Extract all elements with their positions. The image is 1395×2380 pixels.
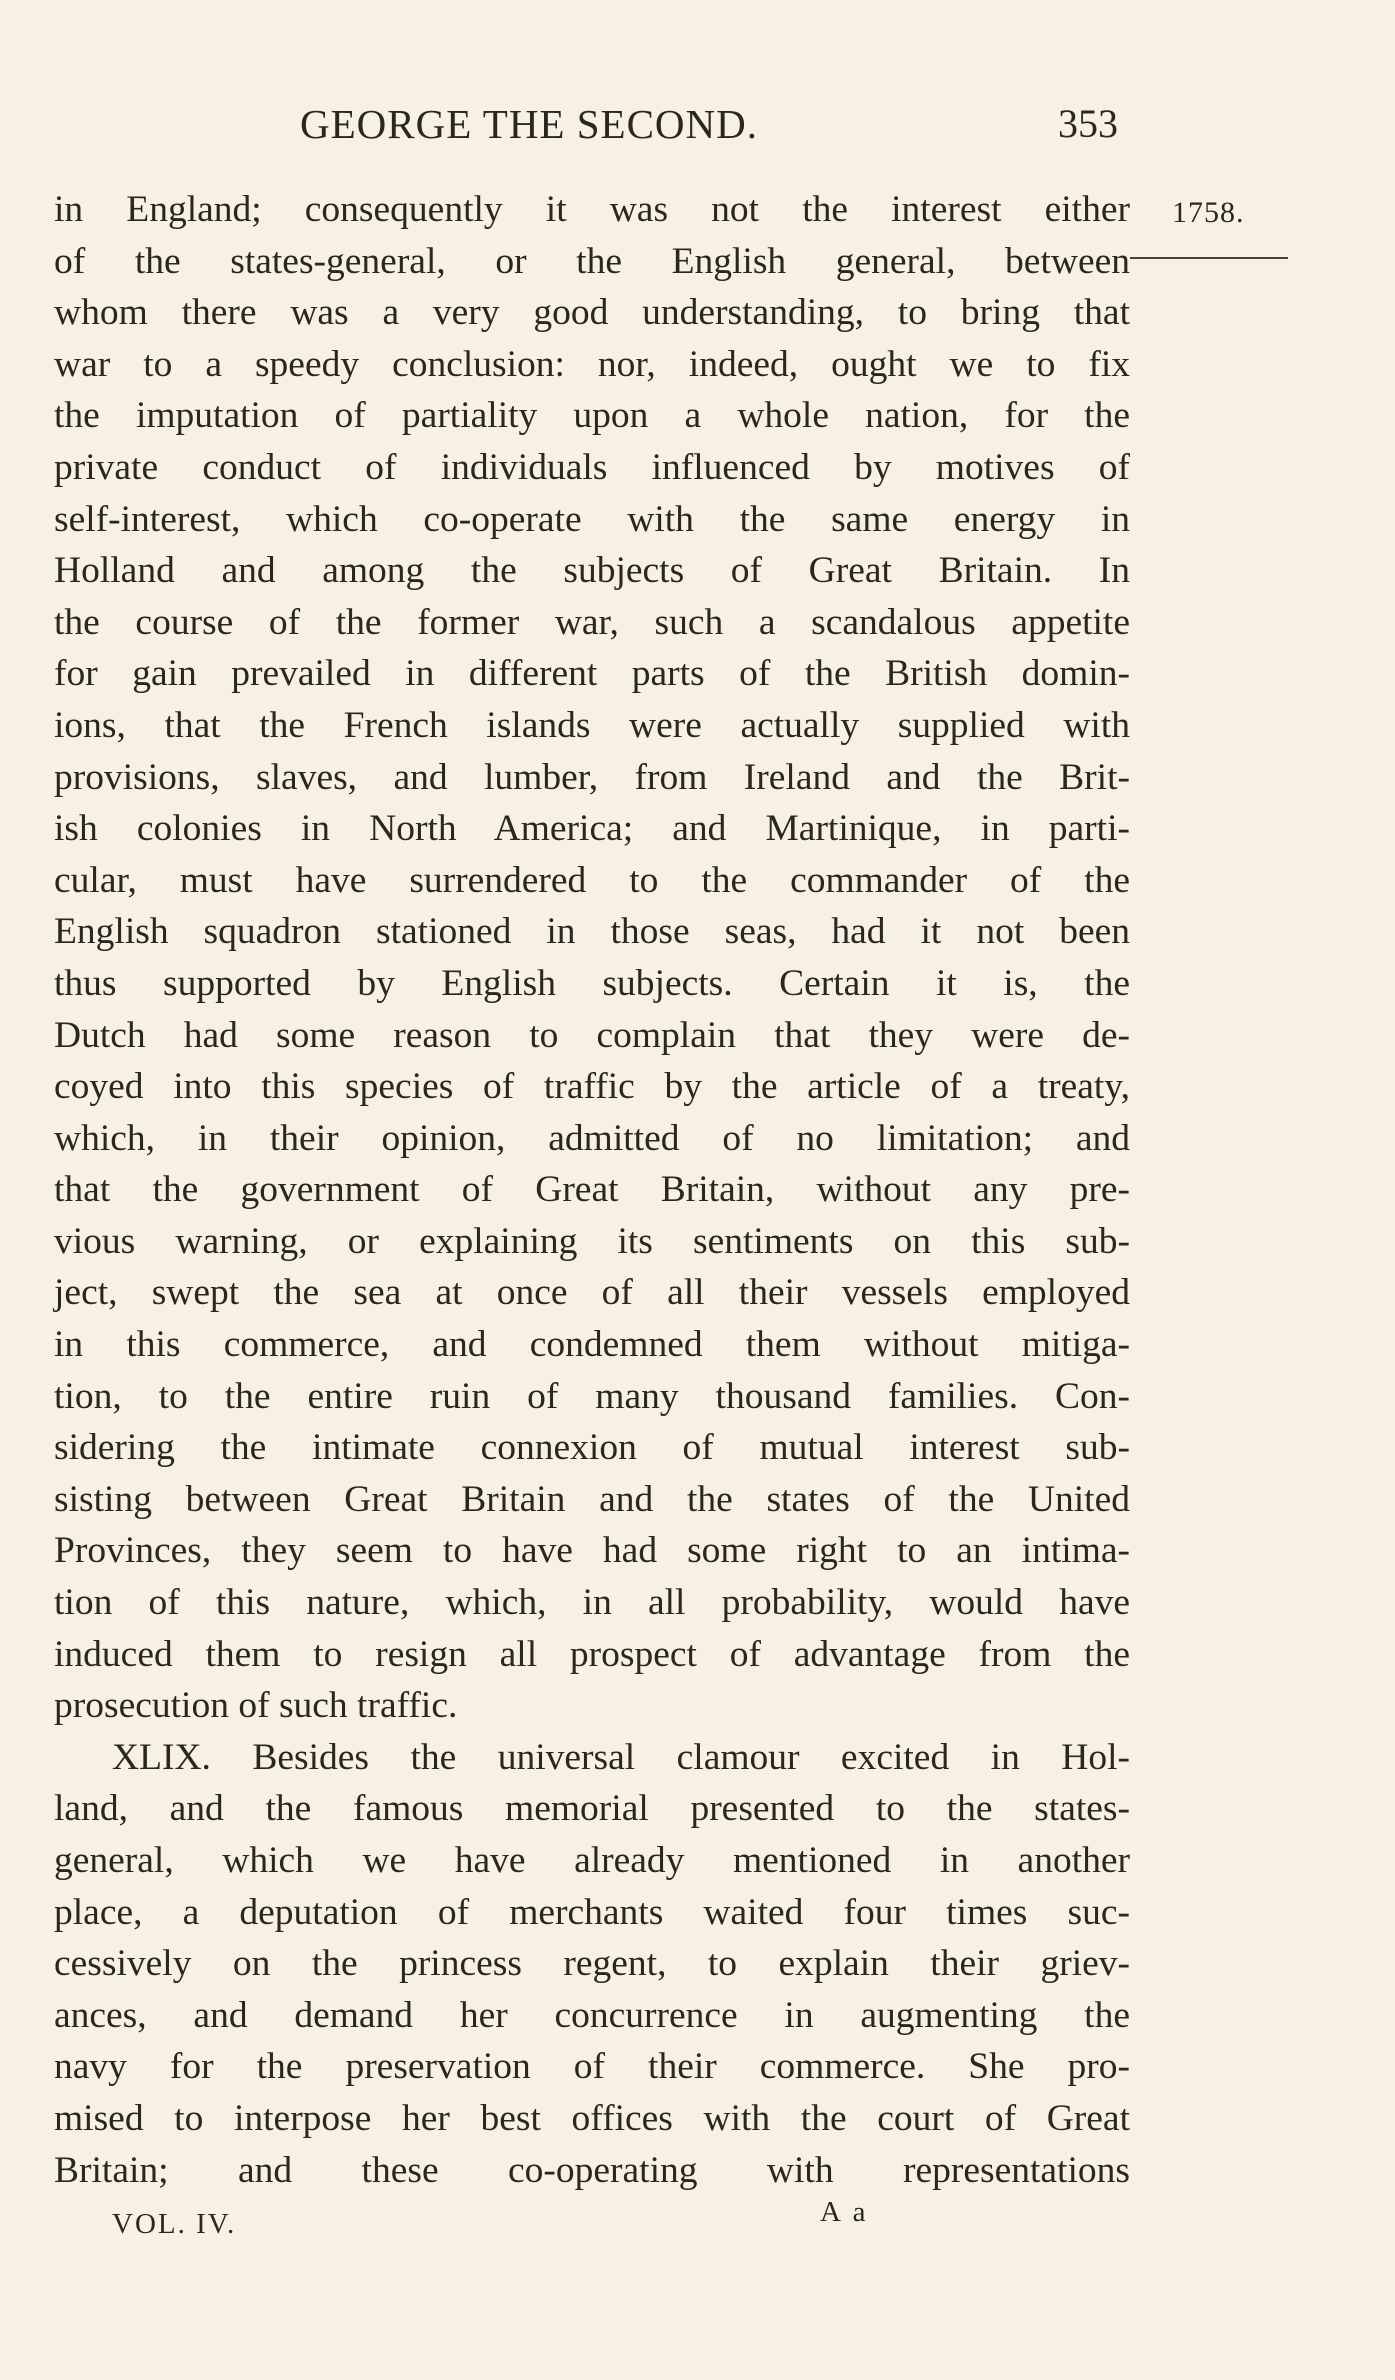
text-line: cessively on the princess regent, to explain their griev- [54,1943,1130,1985]
section-start-line: XLIX. Besides the universal clamour excited in Hol- [112,1736,1130,1778]
text-line: which, in their opinion, admitted of no limitation; and [54,1117,1130,1159]
text-line: ish colonies in North America; and Martinique, in parti- [54,808,1130,850]
page-footer [112,2196,1142,2258]
text-line: that the government of Great Britain, without any pre- [54,1169,1130,1211]
text-line: ances, and demand her concurrence in augmenting the [54,1994,1130,2036]
text-line: navy for the preservation of their commerce. She pro- [54,2046,1130,2088]
text-line: for gain prevailed in different parts of the British domin- [54,653,1130,695]
text-line: Britain; and these co-operating with representations [54,2149,1130,2191]
text-line: self-interest, which co-operate with the same energy in [54,498,1130,540]
text-line: in England; consequently it was not the interest either [54,189,1130,230]
text-line: sidering the intimate connexion of mutual interest sub- [54,1427,1130,1469]
marginal-year: 1758. [1172,196,1245,229]
text-line: tion of this nature, which, in all probability, would have [54,1582,1130,1624]
running-head [300,100,1128,160]
volume-mark: VOL. IV. [112,2208,237,2240]
page-number: 353 [1058,101,1118,146]
text-line: induced them to resign all prospect of advantage from the [54,1633,1130,1675]
text-line: of the states-general, or the English general, between [54,240,1130,282]
text-line: ions, that the French islands were actually supplied with [54,704,1130,746]
text-line: war to a speedy conclusion: nor, indeed, ought we to fix [54,343,1130,385]
text-line: provisions, slaves, and lumber, from Ireland and the Brit- [54,756,1130,798]
text-line: vious warning, or explaining its sentiments on this sub- [54,1220,1130,1262]
text-line: land, and the famous memorial presented to the states- [54,1788,1130,1830]
text-line: place, a deputation of merchants waited four times suc- [54,1891,1130,1933]
text-line: in this commerce, and condemned them without mitiga- [54,1324,1130,1366]
text-line: general, which we have already mentioned in another [54,1840,1130,1881]
text-line: ject, swept the sea at once of all their vessels employed [54,1272,1130,1314]
text-line: whom there was a very good understanding, to bring that [54,292,1130,334]
text-line: private conduct of individuals influenced by motives of [54,446,1130,488]
text-line: mised to interpose her best offices with the court of Great [54,2097,1130,2139]
text-line: Dutch had some reason to complain that they were de- [54,1014,1130,1056]
marginal-rule [1130,257,1288,259]
text-line: sisting between Great Britain and the states of the United [54,1478,1130,1520]
running-title: GEORGE THE SECOND. [300,101,758,147]
text-line: the imputation of partiality upon a whole nation, for the [54,395,1130,437]
text-line: tion, to the entire ruin of many thousand families. Con- [54,1375,1130,1417]
text-line: cular, must have surrendered to the commander of the [54,859,1130,901]
text-line: English squadron stationed in those seas, had it not been [54,911,1130,953]
text-line: coyed into this species of traffic by the article of a treaty, [54,1066,1130,1108]
text-line: Provinces, they seem to have had some right to an intima- [54,1530,1130,1572]
signature-mark: A a [820,2196,869,2228]
text-line: the course of the former war, such a scandalous appetite [54,601,1130,643]
text-body [54,184,1130,2196]
text-line: prosecution of such traffic. [54,1685,458,1727]
text-line: Holland and among the subjects of Great Britain. In [54,550,1130,592]
text-line: thus supported by English subjects. Certain it is, the [54,962,1130,1004]
